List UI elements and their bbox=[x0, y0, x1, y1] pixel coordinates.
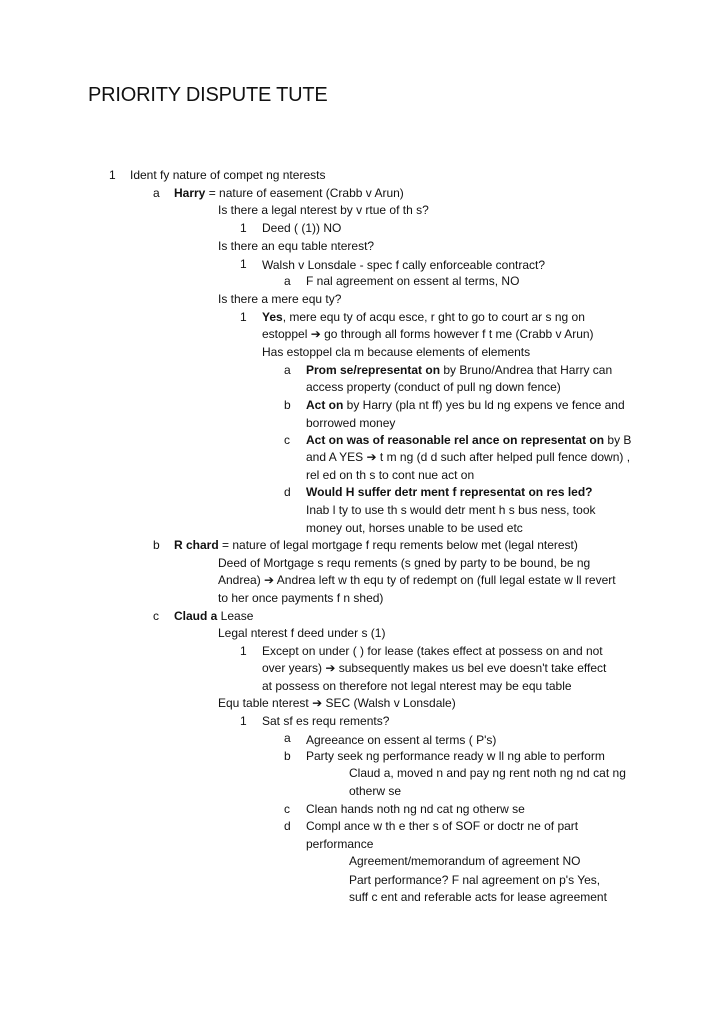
paragraph-line bbox=[218, 573, 616, 587]
list-marker: a bbox=[284, 731, 291, 745]
emphasis: Act on was of reasonable rel ance on representat on bbox=[306, 433, 605, 447]
list-marker: 1 bbox=[240, 714, 247, 728]
list-marker: 1 bbox=[109, 168, 116, 182]
requirement-item-continued: Agreement/memorandum of agreement NO bbox=[349, 854, 581, 868]
requirement-item-continued: otherw se bbox=[349, 784, 402, 798]
list-marker: d bbox=[284, 819, 291, 833]
emphasis: Yes bbox=[262, 310, 283, 324]
list-marker: 1 bbox=[240, 644, 247, 658]
text: Lease bbox=[217, 609, 254, 623]
answer: F nal agreement on essent al terms, NO bbox=[306, 274, 520, 288]
list-marker: c bbox=[284, 802, 290, 816]
list-marker: a bbox=[284, 274, 291, 288]
emphasis: Would H suffer detr ment f representat on res led? bbox=[306, 485, 593, 499]
list-marker: a bbox=[153, 186, 160, 200]
list-marker: 1 bbox=[240, 221, 247, 235]
text: by Bruno/Andrea that Harry can bbox=[440, 363, 613, 377]
text: = nature of legal mortgage f requ rements below met (legal nterest) bbox=[218, 538, 578, 552]
element-item-continued: borrowed money bbox=[306, 416, 396, 430]
element-item bbox=[306, 363, 612, 377]
answer-continued: at possess on therefore not legal nterest may be equ table bbox=[262, 679, 572, 693]
text: , mere equ ty of acqu esce, r ght to go to court ar s ng on bbox=[282, 310, 585, 324]
answer: Sat sf es requ rements? bbox=[262, 714, 390, 728]
subsection-richard bbox=[174, 538, 578, 552]
element-item-continued: access property (conduct of pull ng down fence) bbox=[306, 380, 561, 394]
text: go through all forms however f t me (Crabb v Arun) bbox=[320, 327, 594, 341]
arrow-right-icon: ➔ bbox=[264, 573, 275, 587]
answer-continued bbox=[262, 327, 594, 341]
emphasis: Prom se/representat on bbox=[306, 363, 441, 377]
element-item bbox=[306, 433, 631, 447]
answer bbox=[262, 310, 585, 324]
party-name: Harry bbox=[174, 186, 206, 200]
list-marker: c bbox=[284, 433, 290, 447]
emphasis: Act on bbox=[306, 398, 344, 412]
answer: Except on under ( ) for lease (takes effect at possess on and not bbox=[262, 644, 603, 658]
text: by B bbox=[604, 433, 632, 447]
requirement-item-continued: performance bbox=[306, 837, 374, 851]
requirement-item: Party seek ng performance ready w ll ng able to perform bbox=[306, 749, 605, 763]
element-item bbox=[306, 398, 625, 412]
requirement-item-continued: Part performance? F nal agreement on p's Yes, bbox=[349, 873, 601, 887]
requirement-item: Clean hands noth ng nd cat ng otherw se bbox=[306, 802, 525, 816]
paragraph-line: to her once payments f n shed) bbox=[218, 591, 384, 605]
answer: Deed ( (1)) NO bbox=[262, 221, 342, 235]
question: Is there an equ table nterest? bbox=[218, 239, 375, 253]
requirement-item: Compl ance w th e ther s of SOF or doctr ne of part bbox=[306, 819, 579, 833]
question bbox=[218, 696, 456, 710]
text: Equ table nterest bbox=[218, 696, 313, 710]
party-name: Claud a bbox=[174, 609, 218, 623]
element-item-continued bbox=[306, 450, 630, 464]
arrow-right-icon: ➔ bbox=[312, 696, 323, 710]
list-marker: b bbox=[153, 538, 160, 552]
arrow-right-icon: ➔ bbox=[366, 450, 377, 464]
requirement-item: Agreeance on essent al terms ( P's) bbox=[306, 733, 497, 747]
list-marker: b bbox=[284, 749, 291, 763]
text: over years) bbox=[262, 661, 326, 675]
question: Is there a mere equ ty? bbox=[218, 292, 342, 306]
requirement-item-continued: suff c ent and referable acts for lease agreement bbox=[349, 890, 607, 904]
arrow-right-icon: ➔ bbox=[310, 327, 321, 341]
page-title: PRIORITY DISPUTE TUTE bbox=[88, 84, 328, 106]
requirement-item-continued: Claud a, moved n and pay ng rent noth ng nd cat ng bbox=[349, 766, 626, 780]
text: SEC (Walsh v Lonsdale) bbox=[322, 696, 456, 710]
question: Legal nterest f deed under s (1) bbox=[218, 626, 386, 640]
text: = nature of easement (Crabb v Arun) bbox=[205, 186, 404, 200]
text: t m ng (d d such after helped pull fence down) , bbox=[376, 450, 631, 464]
text: subsequently makes us bel eve doesn't take effect bbox=[335, 661, 607, 675]
element-item bbox=[306, 485, 593, 499]
list-marker: a bbox=[284, 363, 291, 377]
text: Andrea left w th equ ty of redempt on (full legal estate w ll revert bbox=[274, 573, 616, 587]
text: and A YES bbox=[306, 450, 367, 464]
text: by Harry (pla nt ff) yes bu ld ng expens ve fence and bbox=[343, 398, 625, 412]
element-item-continued: Inab l ty to use th s would detr ment h s bus ness, took bbox=[306, 503, 596, 517]
question: Is there a legal nterest by v rtue of th s? bbox=[218, 203, 429, 217]
subsection-claudia bbox=[174, 609, 253, 623]
list-marker: c bbox=[153, 609, 159, 623]
answer: Walsh v Lonsdale - spec f cally enforceable contract? bbox=[262, 258, 546, 272]
list-marker: d bbox=[284, 485, 291, 499]
answer-continued: Has estoppel cla m because elements of elements bbox=[262, 345, 531, 359]
list-marker: 1 bbox=[240, 257, 247, 271]
subsection-harry bbox=[174, 186, 404, 200]
text: Andrea) bbox=[218, 573, 265, 587]
list-marker: 1 bbox=[240, 310, 247, 324]
list-marker: b bbox=[284, 398, 291, 412]
text: estoppel bbox=[262, 327, 311, 341]
answer-continued bbox=[262, 661, 606, 675]
section-heading: Ident fy nature of compet ng nterests bbox=[130, 168, 326, 182]
element-item-continued: rel ed on th s to cont nue act on bbox=[306, 468, 475, 482]
element-item-continued: money out, horses unable to be used etc bbox=[306, 521, 523, 535]
arrow-right-icon: ➔ bbox=[325, 661, 336, 675]
party-name: R chard bbox=[174, 538, 219, 552]
paragraph-line: Deed of Mortgage s requ rements (s gned by party to be bound, be ng bbox=[218, 556, 591, 570]
